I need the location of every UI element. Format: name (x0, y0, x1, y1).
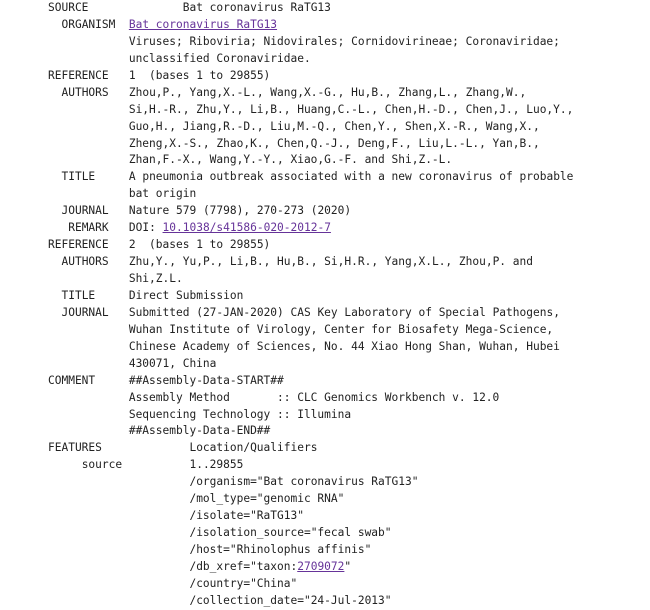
reference-2-value: 2 (bases 1 to 29855) (128, 238, 271, 252)
comment-line (48, 423, 573, 440)
title-text: Direct Submission (128, 288, 244, 302)
title-keyword: TITLE (61, 288, 96, 302)
features-header: Location/Qualifiers (189, 441, 318, 455)
feature-source-line (48, 457, 573, 474)
organism-link[interactable]: Bat coronavirus RaTG13 (128, 17, 278, 31)
source-line (48, 0, 573, 17)
qualifier-text: /isolation_source="fecal swab" (189, 526, 392, 540)
organism-keyword: ORGANISM (61, 17, 116, 31)
qualifier-line (48, 593, 573, 610)
title-line (48, 288, 573, 305)
remark-keyword: REMARK (68, 221, 109, 235)
features-line (48, 440, 573, 457)
qualifier-line (48, 474, 573, 491)
journal-line (48, 356, 573, 373)
reference-2-keyword: REFERENCE (48, 238, 109, 252)
qualifier-line (48, 491, 573, 508)
feature-source-keyword: source (81, 458, 123, 472)
authors-text: Guo,H., Jiang,R.-D., Liu,M.-Q., Chen,Y., Shen,X.-R., Wang,X., (128, 119, 540, 133)
qualifier-text: /collection_date="24-Jul-2013" (189, 593, 392, 607)
qualifier-line (48, 576, 573, 593)
journal-line (48, 203, 573, 220)
journal-line (48, 305, 573, 322)
qualifier-text: /host="Rhinolophus affinis" (189, 543, 372, 556)
qualifier-line (48, 542, 573, 559)
lineage-line (48, 34, 573, 51)
genbank-record (48, 0, 573, 610)
journal-keyword: JOURNAL (61, 305, 109, 319)
reference-1-line (48, 68, 573, 85)
authors-line (48, 254, 573, 271)
reference-2-line (48, 237, 573, 254)
authors-line (48, 136, 573, 153)
journal-line (48, 322, 573, 339)
lineage-line (48, 51, 573, 68)
features-keyword: FEATURES (48, 441, 102, 455)
authors-text: Zhu,Y., Yu,P., Li,B., Hu,B., Si,H.R., Yang,X.L., Zhou,P. and (128, 255, 533, 269)
comment-text: ##Assembly-Data-END## (128, 424, 271, 438)
journal-line (48, 339, 573, 356)
authors-line (48, 152, 573, 169)
source-keyword: SOURCE (48, 1, 89, 14)
title-line (48, 186, 573, 203)
authors-text: Zhou,P., Yang,X.-L., Wang,X.-G., Hu,B., Zhang,L., Zhang,W., (128, 85, 527, 99)
comment-line (48, 373, 573, 390)
remark-prefix: DOI: (128, 221, 163, 235)
journal-text: Submitted (27-JAN-2020) CAS Key Laboratory of Special Pathogens, (128, 305, 560, 319)
authors-line (48, 119, 573, 136)
qualifier-line (48, 508, 573, 525)
title-line (48, 169, 573, 186)
journal-text: Wuhan Institute of Virology, Center for Biosafety Mega-Science, (128, 322, 554, 336)
title-text: bat origin (128, 187, 197, 201)
authors-text: Zhan,F.-X., Wang,Y.-Y., Xiao,G.-F. and Shi,Z.-L. (128, 153, 453, 167)
authors-keyword: AUTHORS (61, 255, 109, 269)
qualifier-line (48, 559, 573, 576)
taxon-link[interactable]: 2709072 (297, 559, 345, 573)
journal-text: Nature 579 (7798), 270-273 (2020) (128, 204, 352, 218)
comment-text: Assembly Method :: CLC Genomics Workbench v. 12.0 (128, 390, 500, 404)
comment-text: Sequencing Technology :: Illumina (128, 407, 352, 421)
source-value: Bat coronavirus RaTG13 (182, 1, 331, 14)
authors-keyword: AUTHORS (61, 85, 109, 99)
qualifier-text: /country="China" (189, 576, 298, 590)
organism-line (48, 17, 573, 34)
journal-keyword: JOURNAL (61, 204, 109, 218)
title-text: A pneumonia outbreak associated with a new coronavirus of probable (128, 170, 574, 184)
qualifier-line (48, 525, 573, 542)
db-xref-prefix: /db_xref="taxon: (189, 559, 298, 573)
authors-text: Si,H.-R., Zhu,Y., Li,B., Huang,C.-L., Chen,H.-D., Chen,J., Luo,Y., (128, 102, 574, 116)
comment-keyword: COMMENT (48, 373, 96, 387)
db-xref-suffix: " (344, 559, 352, 573)
reference-1-value: 1 (bases 1 to 29855) (128, 68, 271, 82)
remark-line (48, 220, 573, 237)
comment-text: ##Assembly-Data-START## (128, 373, 284, 387)
authors-text: Shi,Z.L. (128, 272, 183, 285)
authors-text: Zheng,X.-S., Zhao,K., Chen,Q.-J., Deng,F., Liu,L.-L., Yan,B., (128, 136, 540, 150)
doi-link[interactable]: 10.1038/s41586-020-2012-7 (162, 221, 331, 235)
journal-text: Chinese Academy of Sciences, No. 44 Xiao Hong Shan, Wuhan, Hubei (128, 339, 560, 353)
qualifier-text: /isolate="RaTG13" (189, 509, 304, 523)
title-keyword: TITLE (61, 170, 96, 184)
lineage-text: Viruses; Riboviria; Nidovirales; Cornidovirineae; Coronaviridae; (128, 34, 560, 48)
authors-line (48, 102, 573, 119)
qualifier-text: /mol_type="genomic RNA" (189, 492, 345, 506)
feature-location: 1..29855 (189, 458, 244, 472)
authors-line (48, 271, 573, 288)
journal-text: 430071, China (128, 356, 217, 370)
comment-line (48, 407, 573, 424)
comment-line (48, 390, 573, 407)
authors-line (48, 85, 573, 102)
lineage-text: unclassified Coronaviridae. (128, 51, 311, 65)
reference-1-keyword: REFERENCE (48, 68, 109, 82)
qualifier-text: /organism="Bat coronavirus RaTG13" (189, 475, 419, 489)
